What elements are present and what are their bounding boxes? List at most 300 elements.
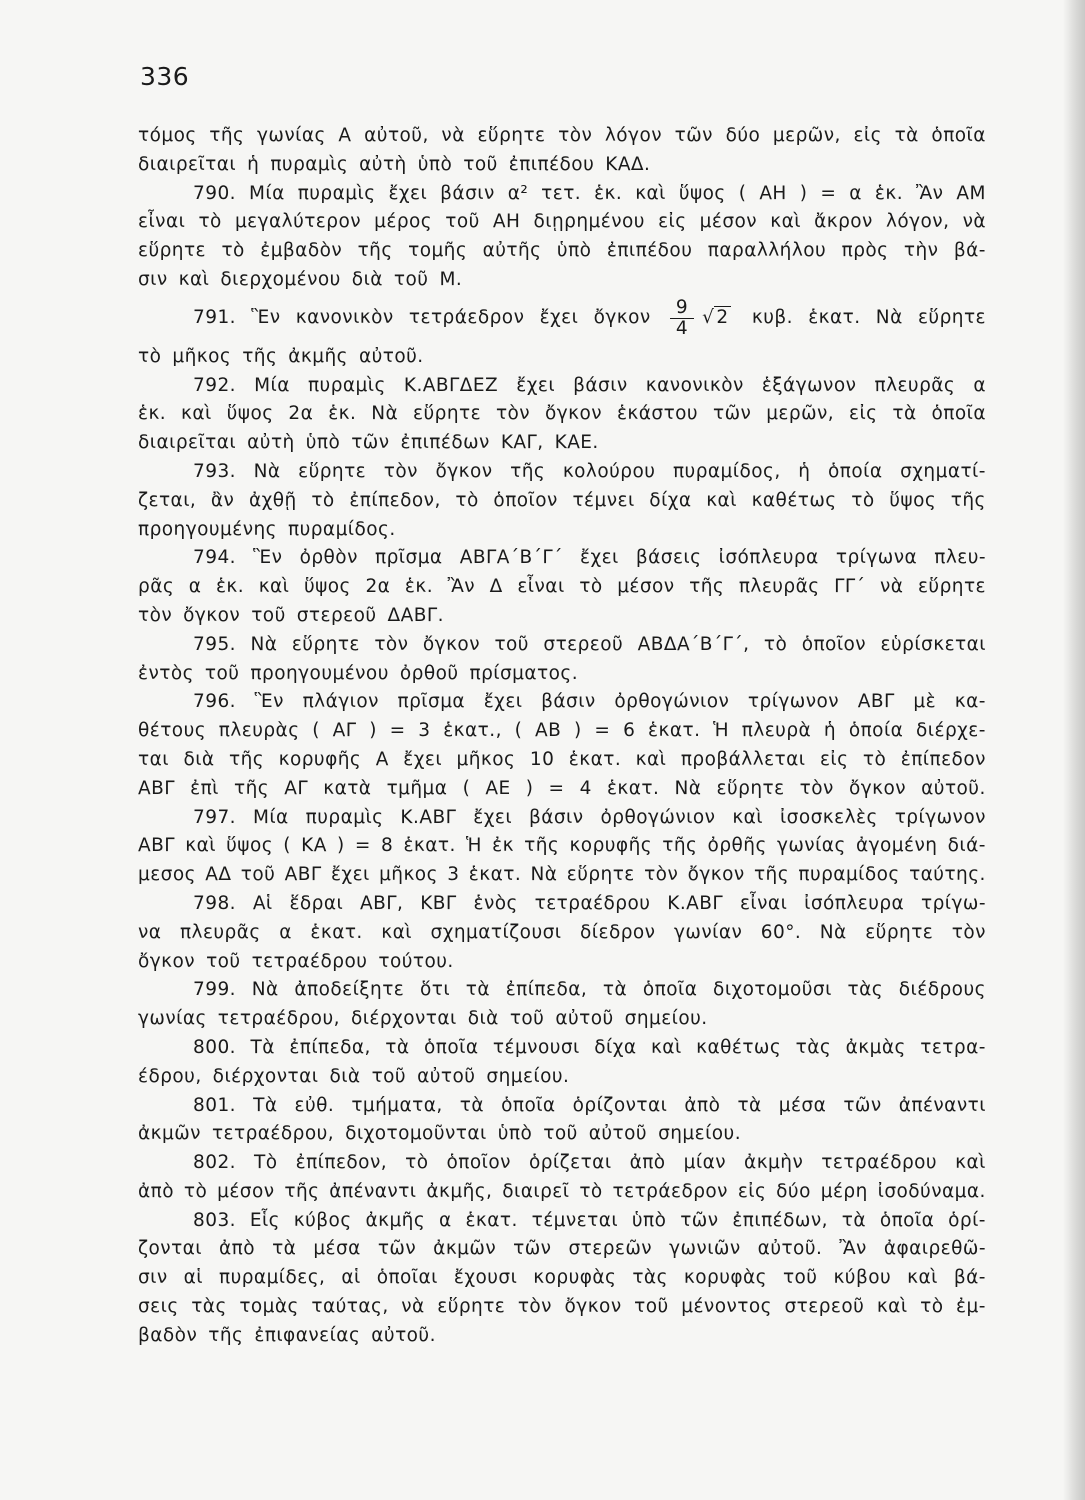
- word: ἀκμὴν: [744, 1152, 804, 1174]
- word: διὰ: [467, 1008, 499, 1030]
- word: τοῦ: [543, 1123, 578, 1145]
- word: πυραμίδες,: [219, 1267, 326, 1289]
- word: ζεται,: [138, 489, 197, 511]
- word: ὁποῖα: [423, 1036, 479, 1058]
- word: διερχομένου: [220, 268, 341, 290]
- word: ἰσοδύναμα.: [877, 1180, 986, 1202]
- text-line: [138, 151, 986, 180]
- word: ἔχει: [403, 748, 443, 770]
- word: διέρχονται: [350, 1008, 457, 1030]
- word: ἑκατ.: [465, 1209, 518, 1231]
- word: ἑκατ.: [403, 835, 456, 857]
- word: 8: [381, 835, 394, 857]
- word: διά-: [947, 835, 986, 857]
- word: ΑΒΔΑ΄Β΄Γ΄,: [637, 633, 750, 655]
- word: τοῦ: [240, 864, 276, 886]
- fraction: [670, 298, 694, 339]
- text-line: [138, 1207, 986, 1236]
- word: καὶ: [635, 748, 667, 770]
- word: ἐπίπεδα,: [505, 979, 588, 1001]
- word: Κ.ΑΒΓ: [400, 806, 457, 828]
- word: σχηματίζουσι: [430, 921, 562, 943]
- word: ἑκατ.: [468, 864, 522, 886]
- word: τέμνεται: [531, 1209, 619, 1231]
- word: τῶν: [674, 125, 713, 146]
- word: μέσον: [617, 576, 675, 598]
- word: βάσιν: [573, 374, 628, 396]
- word: τετραέδρου,: [211, 1123, 335, 1145]
- word: τὰς: [632, 1267, 668, 1289]
- word: ἐπιπέδου: [606, 240, 693, 262]
- fraction-numerator: 9: [670, 298, 694, 319]
- word: εὐθ.: [294, 1094, 335, 1116]
- word: ὄγκον: [138, 950, 196, 972]
- word: τῆς: [284, 1180, 320, 1202]
- word: βαδὸν: [138, 1324, 198, 1346]
- word: ὁποῖα: [501, 1094, 556, 1116]
- word: πλάγιον: [302, 691, 379, 713]
- word: πλευ-: [934, 547, 986, 569]
- word: στερεῶν: [568, 1238, 653, 1260]
- word: Α: [338, 125, 352, 146]
- word: Ἡ: [713, 720, 730, 742]
- text-line: [138, 602, 986, 631]
- word: δύο: [725, 125, 761, 146]
- word: πλευρὰ: [741, 720, 812, 742]
- word: τοῦ: [494, 633, 529, 655]
- word: κυβ.: [751, 307, 793, 329]
- word: ἀχθῇ: [248, 489, 297, 511]
- word: τμῆμα: [386, 777, 448, 799]
- radicand: 2: [716, 307, 729, 329]
- word: τῆς: [242, 345, 278, 367]
- word: ἐπιπέδου: [508, 153, 595, 175]
- word: ὁποία: [848, 720, 904, 742]
- text-line: [138, 775, 986, 804]
- word: Δ: [489, 576, 503, 598]
- word: ταύτας,: [311, 1296, 389, 1318]
- word: τετρα-: [920, 1036, 986, 1058]
- word: τὸν: [383, 460, 418, 482]
- word: σημείου.: [624, 1008, 708, 1030]
- word: κορυφὰς: [533, 1267, 617, 1289]
- word: 793.: [193, 460, 236, 482]
- word: κορυφῆς: [278, 748, 362, 770]
- word: τοῦ: [445, 211, 480, 233]
- text-line: [138, 237, 986, 266]
- text-line: [138, 1293, 986, 1322]
- word: τῶν: [377, 1238, 417, 1260]
- word: διὰ: [329, 1065, 361, 1087]
- square-root: [702, 304, 730, 333]
- word: καὶ: [185, 835, 216, 857]
- word: Κ.ΑΒΓ: [667, 892, 724, 914]
- text-line: [138, 890, 986, 919]
- word: =: [548, 777, 565, 799]
- word: μένοντος: [681, 1296, 772, 1318]
- word: τῶν: [680, 1209, 719, 1231]
- word: εὑρίσκεται: [880, 633, 986, 655]
- word: Μ.: [439, 268, 463, 290]
- word: τὰ: [841, 1209, 867, 1231]
- word: μίαν: [683, 1152, 726, 1174]
- text-line: [138, 1178, 986, 1207]
- word: σιν: [138, 1267, 168, 1289]
- text-line: [138, 976, 986, 1005]
- word: ὁποῖον: [801, 633, 867, 655]
- word: ΑΔ: [205, 864, 232, 886]
- word: ὄγκον: [435, 460, 493, 482]
- word: αὐτῆς: [482, 240, 542, 262]
- word: ἔχει: [388, 182, 428, 204]
- word: ἐπίπεδον,: [295, 1152, 388, 1174]
- word: τὸν: [374, 633, 409, 655]
- word: ὀρθοῦ: [399, 662, 459, 684]
- word: τομῆς: [408, 240, 468, 262]
- word: ΑΒΓ: [284, 864, 322, 886]
- word: πλευρᾶς: [738, 576, 820, 598]
- word: ρᾶς: [138, 576, 175, 598]
- word: στερεοῦ: [784, 1296, 865, 1318]
- word: ἑκ.: [328, 403, 357, 425]
- word: τόμος: [138, 125, 197, 146]
- word: ὁρίζεται: [528, 1152, 612, 1174]
- word: τὸ: [405, 1152, 429, 1174]
- word: Νὰ: [250, 633, 278, 655]
- word: σιν: [138, 268, 168, 290]
- word: τρίγω-: [921, 892, 986, 914]
- word: διέδρους: [898, 979, 986, 1001]
- word: τὸ: [763, 633, 788, 655]
- word: αὐτοῦ,: [364, 125, 429, 146]
- text-line: [138, 487, 986, 516]
- text-line: [138, 919, 986, 948]
- word: τοῦ: [393, 268, 429, 290]
- word: εὕρητε: [865, 921, 934, 943]
- word: λόγον,: [885, 211, 950, 233]
- word: διῃρημένου: [533, 211, 645, 233]
- word: πυραμίδος: [798, 864, 900, 886]
- word: ἂν: [210, 489, 235, 511]
- word: ἀκμῶν: [433, 1238, 497, 1260]
- text-line: [138, 122, 986, 151]
- word: ἕδραι: [289, 892, 344, 914]
- word: ἔχει: [580, 547, 619, 569]
- word: κα-: [954, 691, 986, 713]
- word: τὸ: [851, 489, 875, 511]
- word: ): [337, 835, 345, 857]
- word: λόγον: [604, 125, 663, 146]
- word: τῶν: [513, 1238, 552, 1260]
- word: ἑκατ.: [606, 777, 660, 799]
- word: τῶν: [843, 1094, 882, 1116]
- word: πλευρᾶς: [179, 921, 261, 943]
- word: Τὰ: [253, 1094, 278, 1116]
- word: ΚΑΕ.: [554, 432, 599, 454]
- word: θέτους: [138, 720, 207, 742]
- word: τὴν: [903, 240, 939, 262]
- word: πυραμίδος,: [672, 460, 781, 482]
- word: ΑΕ: [485, 777, 511, 799]
- word: ἑκατ.,: [443, 720, 502, 742]
- word: κατὰ: [323, 777, 372, 799]
- word: καὶ: [955, 1152, 986, 1174]
- word: ἑκ.: [215, 576, 245, 598]
- word: ὕψος: [303, 576, 351, 598]
- word: διέρχονται: [212, 1065, 319, 1087]
- word: ὁποῖα: [931, 403, 986, 425]
- word: τὸν: [495, 403, 531, 425]
- word: ἰσόπλευρα: [718, 547, 819, 569]
- word: μεγαλύτερον: [234, 211, 362, 233]
- text-line: [138, 746, 986, 775]
- word: α: [188, 576, 202, 598]
- word: Νὰ: [253, 460, 281, 482]
- text-line: [138, 208, 986, 237]
- word: Ἂν: [915, 182, 944, 204]
- word: ὄγκον: [564, 1296, 622, 1318]
- word: ὑπὸ: [497, 1123, 533, 1145]
- word: α²: [507, 182, 529, 204]
- word: 2α: [288, 403, 314, 425]
- word: τοῦ: [204, 662, 240, 684]
- word: Νὰ: [251, 979, 279, 1001]
- word: μέρη: [820, 1180, 868, 1202]
- word: γωνιῶν: [669, 1238, 741, 1260]
- word: τοῦ: [371, 1065, 407, 1087]
- word: =: [594, 720, 611, 742]
- word: εἰς: [658, 211, 687, 233]
- word: αὐτὴ: [247, 432, 295, 454]
- word: ἐπὶ: [190, 777, 219, 799]
- word: ΑΒΓ: [138, 777, 176, 799]
- word: Α: [375, 748, 389, 770]
- word: τετράεδρον: [612, 1180, 728, 1202]
- word: εἰς: [737, 1180, 767, 1202]
- word: τὰ: [459, 1094, 485, 1116]
- word: μῆκος: [456, 748, 516, 770]
- word: εἰς: [853, 125, 882, 146]
- text-line: [138, 688, 986, 717]
- word: ται: [138, 748, 169, 770]
- word: ἀπὸ: [629, 1152, 666, 1174]
- word: καὶ: [732, 806, 764, 828]
- word: ταύτης.: [909, 864, 986, 886]
- word: τὰ: [465, 979, 490, 1001]
- word: ἐντὸς: [138, 662, 194, 684]
- word: ἀπέναντι: [329, 1180, 417, 1202]
- word: α: [438, 1209, 452, 1231]
- word: δύο: [776, 1180, 811, 1202]
- word: τῆς: [234, 777, 270, 799]
- word: αἱ: [341, 1267, 361, 1289]
- word: ἡ: [798, 460, 811, 482]
- word: ὑπὸ: [417, 153, 453, 175]
- word: κολούρου: [562, 460, 656, 482]
- word: ἔχει: [473, 806, 513, 828]
- word: στερεοῦ: [296, 604, 377, 626]
- word: τῶν: [712, 403, 752, 425]
- word: ὁποῖαι: [376, 1267, 438, 1289]
- text-line: [138, 1149, 986, 1178]
- word: 60°.: [760, 921, 802, 943]
- word: ΔΑΒΓ.: [387, 604, 444, 626]
- word: σεις: [138, 1296, 179, 1318]
- word: μὲ: [913, 691, 937, 713]
- word: ὁποῖα: [642, 979, 698, 1001]
- word: τῆς: [209, 125, 245, 146]
- word: τὸν: [517, 1296, 552, 1318]
- word: ΑΗ: [492, 211, 521, 233]
- word: 6: [623, 720, 636, 742]
- word: τῆς: [208, 1324, 244, 1346]
- word: εὕρητε: [917, 576, 986, 598]
- word: κανονικὸν: [645, 374, 744, 396]
- word: τετραέδρου: [534, 892, 651, 914]
- word: εἶναι: [517, 576, 565, 598]
- text-line: [138, 1092, 986, 1121]
- word: ἑνὸς: [473, 892, 518, 914]
- word: δίεδρον: [580, 921, 656, 943]
- word: 3: [447, 864, 460, 886]
- word: καὶ: [181, 403, 212, 425]
- word: βά-: [953, 1267, 986, 1289]
- word: (: [312, 720, 320, 742]
- word: ἑκατ.: [648, 720, 701, 742]
- word: ὄγκον: [183, 604, 241, 626]
- word: τὸν: [644, 864, 679, 886]
- word: ὀρθῆς: [707, 835, 767, 857]
- word: μεσος: [138, 864, 196, 886]
- word: διαιρεῖται: [138, 432, 237, 454]
- word: ὑπὸ: [631, 1209, 667, 1231]
- word: ἔχει: [539, 307, 579, 329]
- word: ἄκρον: [814, 211, 873, 233]
- word: Νὰ: [819, 921, 847, 943]
- word: μέσα: [778, 1094, 827, 1116]
- text-line: [138, 516, 986, 545]
- word: ἑκ.: [404, 576, 434, 598]
- word: νὰ: [879, 576, 904, 598]
- word: τούτου.: [378, 950, 454, 972]
- word: μῆκος: [172, 345, 232, 367]
- word: τὸν: [138, 604, 173, 626]
- word: ὁρίζονται: [572, 1094, 668, 1116]
- text-line: [138, 1235, 986, 1264]
- word: ὁποῖον: [493, 489, 558, 511]
- word: αὐτοῦ.: [921, 777, 986, 799]
- word: ἐπιφανείας: [254, 1324, 361, 1346]
- word: πυραμὶς: [270, 153, 349, 175]
- word: ἀκμῆς: [288, 345, 348, 367]
- word: 10: [529, 748, 555, 770]
- word: αὐτὴ: [359, 153, 407, 175]
- word: ὄγκον: [593, 307, 651, 329]
- word: ὕψος: [226, 403, 274, 425]
- fraction-denominator: 4: [675, 318, 689, 340]
- word: ): [369, 720, 377, 742]
- word: τῆς: [950, 489, 986, 511]
- word: να: [138, 921, 162, 943]
- word: τὰς: [191, 1296, 227, 1318]
- word: 796.: [193, 691, 236, 713]
- text-line: [138, 400, 986, 429]
- word: διαιρεῖ: [502, 1180, 570, 1202]
- word: αὐτοῦ: [417, 1065, 476, 1087]
- word: τρίγωνον: [747, 691, 840, 713]
- word: τὸν: [799, 777, 834, 799]
- word: ): [799, 182, 808, 204]
- page-edge-shadow: [1063, 0, 1085, 1500]
- word: ἐπίπεδα,: [289, 1036, 371, 1058]
- text-line: [138, 660, 986, 689]
- word: Νὰ: [875, 307, 903, 329]
- word: ὄγκον: [848, 777, 907, 799]
- volume-expression: [666, 298, 737, 339]
- text-line: [138, 1264, 986, 1293]
- text-line: [138, 1120, 986, 1149]
- word: τὸν: [951, 921, 986, 943]
- word: Αἱ: [252, 892, 273, 914]
- word: τὰ: [385, 1036, 410, 1058]
- word: Ἂν: [839, 1238, 867, 1260]
- text-line: [138, 343, 986, 372]
- word: μέσα: [313, 1238, 361, 1260]
- word: τὸν: [558, 125, 593, 146]
- word: καὶ: [907, 1267, 938, 1289]
- word: στερεοῦ: [543, 633, 624, 655]
- word: ): [574, 720, 582, 742]
- word: Ἓν: [253, 547, 283, 569]
- word: ἔχουσι: [453, 1267, 518, 1289]
- word: τομὰς: [239, 1296, 299, 1318]
- word: πυραμὶς: [305, 806, 384, 828]
- word: α: [973, 374, 986, 396]
- word: γωνίαν: [673, 921, 743, 943]
- word: ἡ: [247, 153, 260, 175]
- word: ΑΗ: [759, 182, 787, 204]
- word: τῆς: [524, 835, 560, 857]
- word: βάσιν: [528, 806, 584, 828]
- word: διέρχε-: [916, 720, 986, 742]
- word: ἑκατ.: [808, 307, 861, 329]
- word: κορυφῆς: [569, 835, 653, 857]
- text-line: [138, 266, 986, 295]
- word: ΑΒΓΑ΄Β΄Γ΄: [459, 547, 563, 569]
- word: ἀγομένη: [855, 835, 938, 857]
- word: ἐμ-: [956, 1296, 986, 1318]
- word: ἑξάγωνον: [761, 374, 857, 396]
- word: ὑπὸ: [556, 240, 592, 262]
- word: τῆς: [753, 864, 790, 886]
- word: Μία: [254, 374, 290, 396]
- word: ἔχει: [516, 374, 556, 396]
- word: τέμνουσι: [492, 1036, 580, 1058]
- word: εὕρητε: [138, 240, 207, 262]
- word: δίχα: [594, 1036, 637, 1058]
- word: Κ.ΑΒΓΔΕΖ: [403, 374, 499, 396]
- word: ὑπὸ: [305, 432, 341, 454]
- word: διχοτομοῦνται: [345, 1123, 487, 1145]
- word: εὕρητε: [917, 307, 986, 329]
- word: 792.: [193, 374, 236, 396]
- text-line: [138, 631, 986, 660]
- word: νὰ: [401, 1296, 425, 1318]
- word: Μία: [252, 806, 289, 828]
- word: Ἂν: [447, 576, 476, 598]
- word: εἶναι: [138, 211, 186, 233]
- word: τὸ: [138, 345, 162, 367]
